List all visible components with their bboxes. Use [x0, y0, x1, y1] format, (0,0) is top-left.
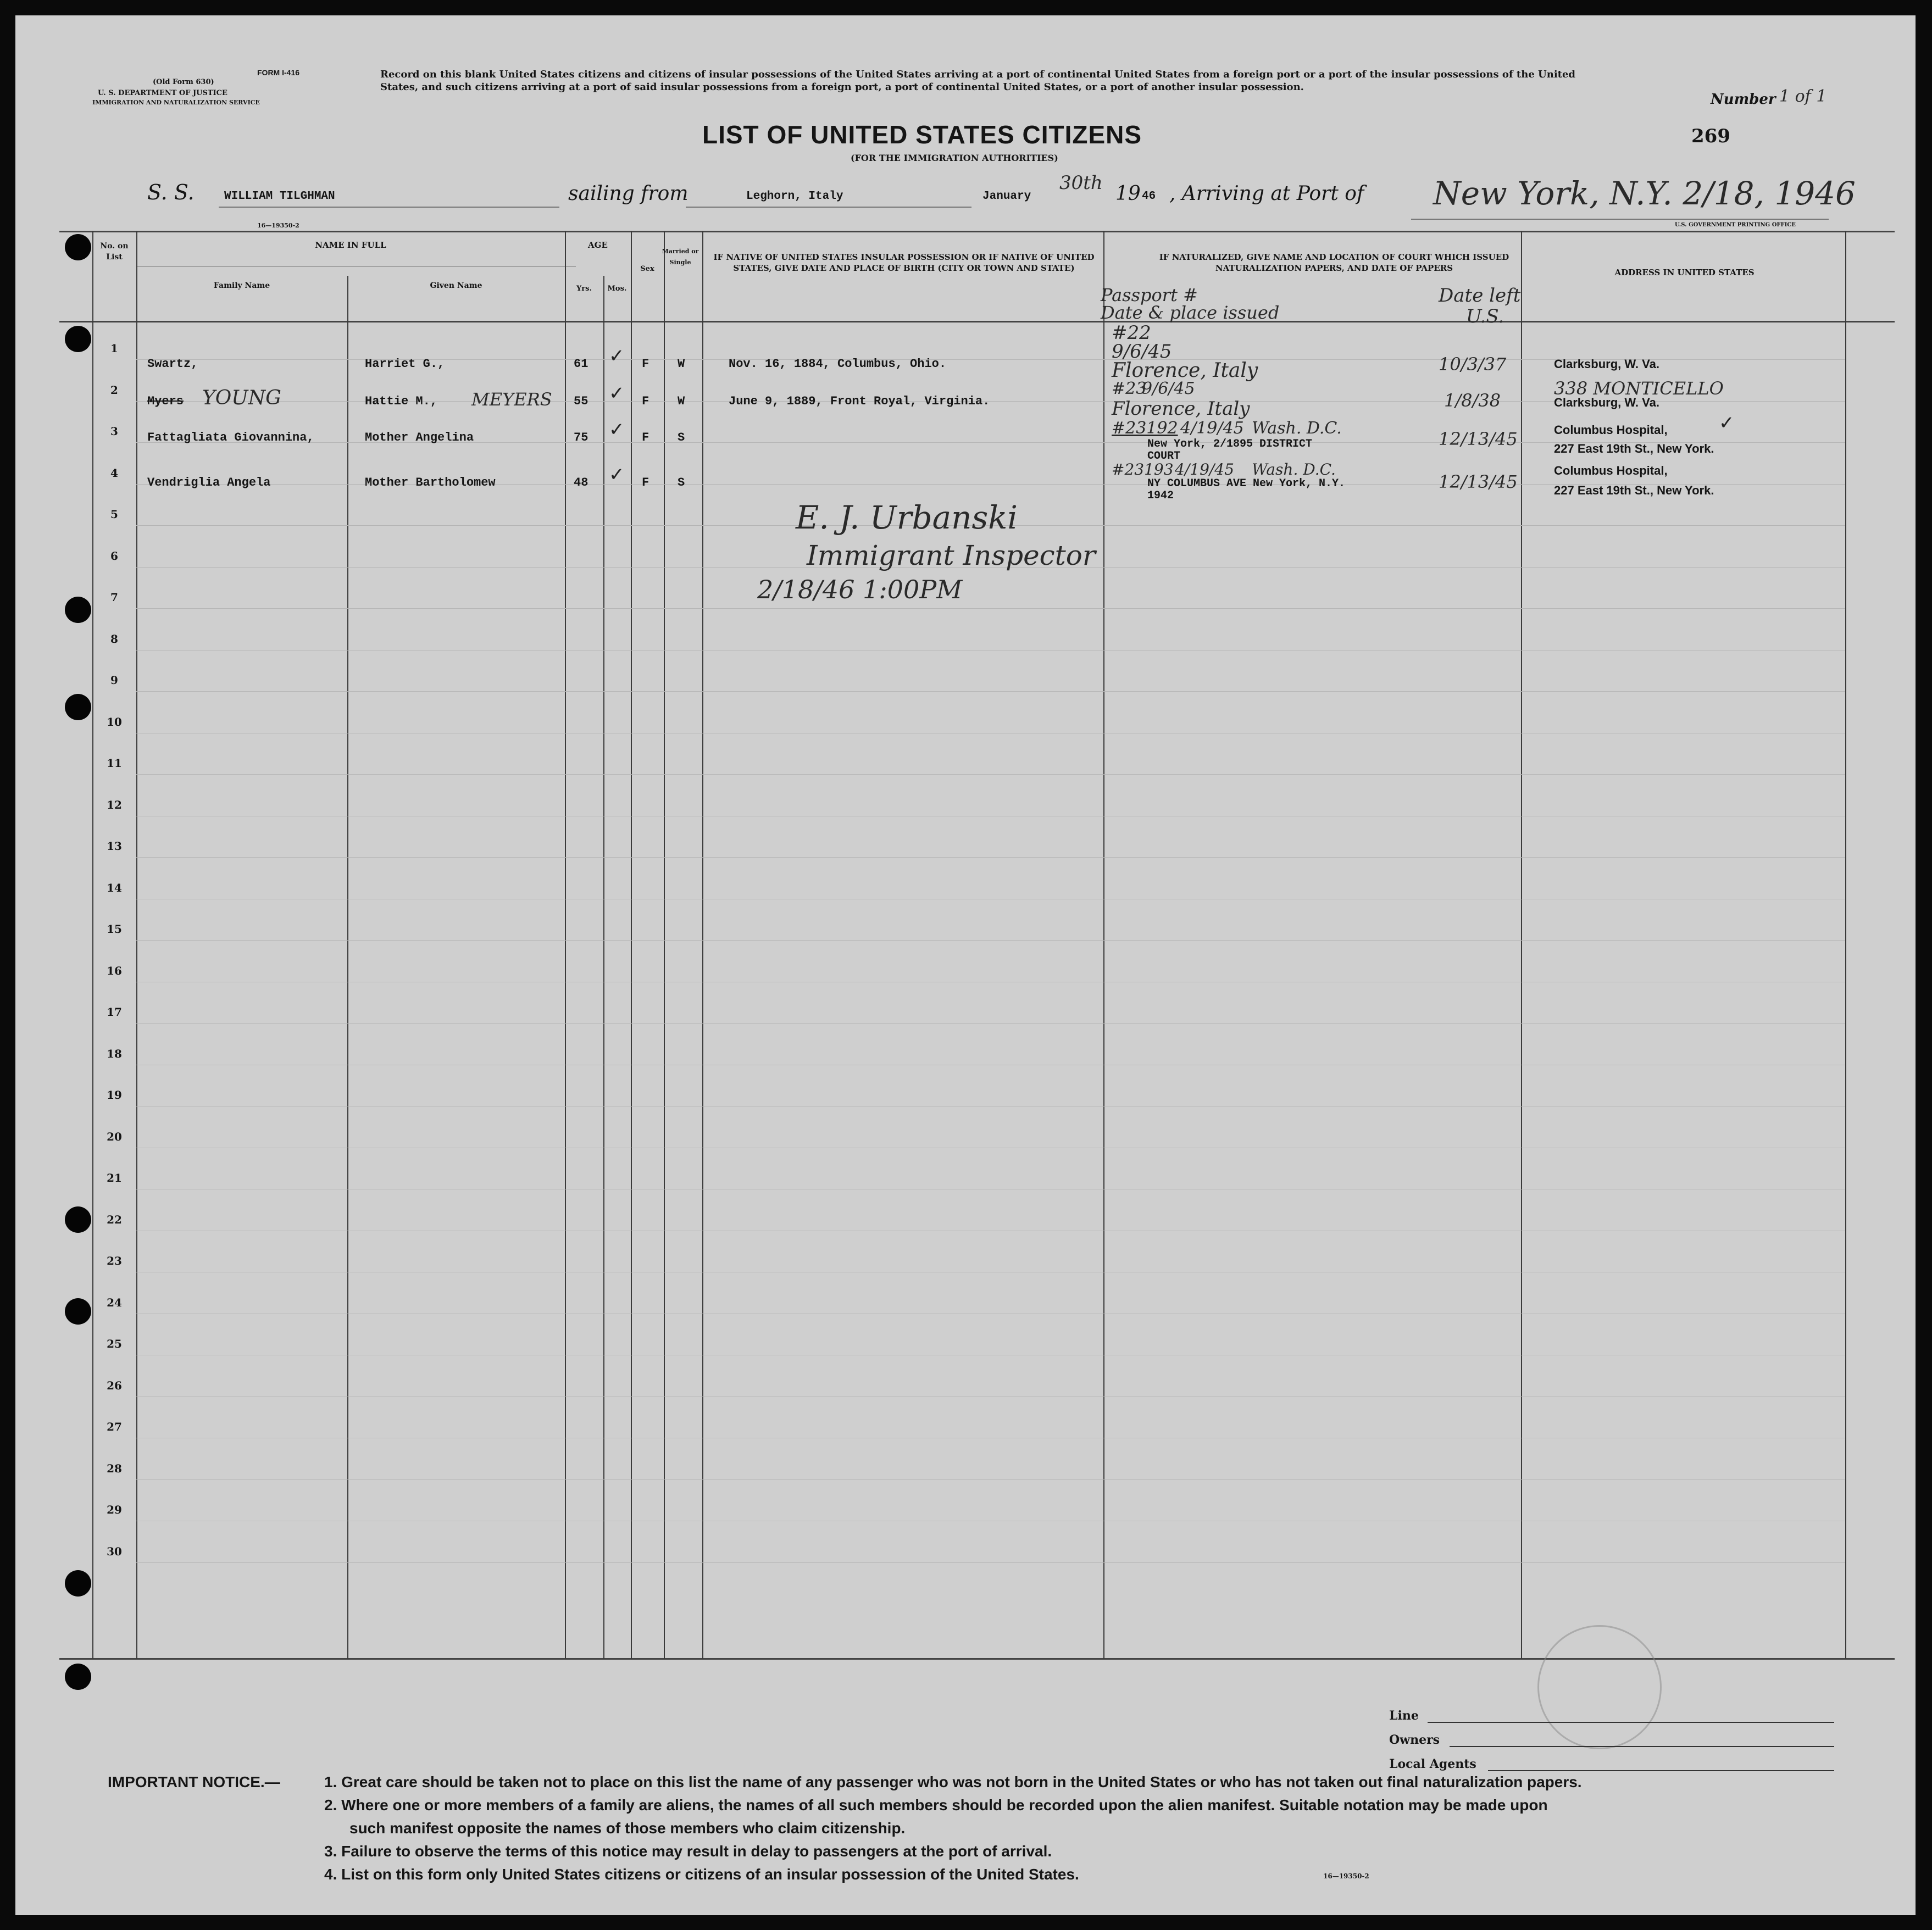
print-code-bottom: 16—19350-2: [1323, 1872, 1369, 1880]
hand-us: U.S.: [1466, 305, 1504, 327]
row-number: 5: [110, 508, 118, 521]
header-sex: Sex: [640, 265, 654, 273]
sex: F: [642, 431, 649, 444]
sex: F: [642, 476, 649, 490]
header-given-name: Given Name: [430, 281, 482, 290]
row-rule: [136, 691, 1845, 692]
punch-hole: [65, 234, 91, 260]
row-number: 12: [107, 798, 122, 811]
punch-hole: [65, 694, 91, 720]
passport-place: Florence, Italy: [1112, 398, 1250, 420]
passport-date: 4/19/45: [1180, 419, 1244, 438]
check-mark: ✓: [609, 419, 625, 441]
row-number: 9: [110, 674, 118, 687]
punch-hole: [65, 1298, 91, 1325]
row-number: 24: [107, 1296, 122, 1309]
header-no-on-list: No. on List: [100, 242, 129, 262]
sex: F: [642, 357, 649, 371]
page-title: LIST OF UNITED STATES CITIZENS: [702, 120, 1142, 149]
row-number: 23: [107, 1254, 122, 1267]
passport-date: 4/19/45: [1175, 460, 1234, 479]
list-number-label: Number: [1711, 91, 1776, 108]
form-instructions: Record on this blank United States citizens and citizens of insular possessions of the United States arriving at a port of continental United States from a foreign port or a port of the insular possessions of the United States, and such citizens arriving at a port of said insular possessions from a foreign port, a port of continental United States, or a port of another insular possession.: [380, 69, 1576, 93]
date-left-us: 10/3/37: [1439, 354, 1507, 375]
row-number: 19: [107, 1088, 122, 1102]
punch-hole: [65, 1206, 91, 1233]
port-stamp: [1537, 1625, 1662, 1749]
check-mark: ✓: [1719, 412, 1735, 434]
row-number: 25: [107, 1337, 122, 1350]
inspection-datetime: 2/18/46 1:00PM: [757, 575, 963, 604]
row-rule: [136, 774, 1845, 775]
address-hand: 338 MONTICELLO: [1554, 378, 1724, 399]
header-mos: Mos.: [607, 285, 627, 293]
birth-info: Nov. 16, 1884, Columbus, Ohio.: [729, 357, 947, 371]
header-birth: IF NATIVE OF UNITED STATES INSULAR POSSESSION OR IF NATIVE OF UNITED STATES, GIVE DATE AND PLACE OF BIRTH (CITY OR TOWN AND STATE): [713, 252, 1095, 273]
arriving-label: , Arriving at Port of: [1169, 182, 1364, 205]
row-number: 27: [107, 1420, 122, 1433]
passport-date: 9/6/45: [1112, 341, 1172, 363]
header-address: ADDRESS IN UNITED STATES: [1614, 268, 1755, 277]
marital-status: W: [678, 394, 685, 408]
age-years: 61: [574, 357, 589, 371]
age-years: 55: [574, 394, 589, 408]
row-number: 2: [110, 383, 118, 397]
row-number: 22: [107, 1213, 122, 1226]
header-name-in-full: NAME IN FULL: [315, 240, 386, 250]
address-line: Columbus Hospital,: [1554, 464, 1668, 477]
date-left-us: 12/13/45: [1439, 471, 1518, 492]
passport-place: Wash. D.C.: [1252, 460, 1336, 479]
age-years: 75: [574, 431, 589, 444]
punch-hole: [65, 597, 91, 623]
row-number: 18: [107, 1047, 122, 1060]
row-number: 1: [110, 342, 118, 355]
row-rule: [136, 857, 1845, 858]
address-line: Clarksburg, W. Va.: [1554, 396, 1659, 409]
row-number: 20: [107, 1130, 122, 1143]
sailing-from-label: sailing from: [568, 182, 689, 205]
address-line: Clarksburg, W. Va.: [1554, 357, 1659, 371]
gpo-mark: U.S. GOVERNMENT PRINTING OFFICE: [1675, 222, 1796, 228]
date-day: 30th: [1059, 172, 1103, 194]
local-agents-label: Local Agents: [1389, 1757, 1476, 1771]
row-number: 14: [107, 881, 122, 894]
notice-item: 1. Great care should be taken not to place on this list the name of any passenger who was not born in the United States or who has not taken out final naturalization papers.: [324, 1773, 1582, 1790]
age-years: 48: [574, 476, 589, 490]
page-subtitle: (FOR THE IMMIGRATION AUTHORITIES): [851, 153, 1058, 163]
notice-item: 4. List on this form only United States citizens or citizens of an insular possession of the United States.: [324, 1866, 1079, 1883]
year-prefix: 19: [1115, 182, 1141, 205]
header-family-name: Family Name: [213, 281, 270, 290]
hand-date-place: Date & place issued: [1101, 302, 1280, 323]
family-name-struck: Myers: [147, 394, 184, 408]
owners-signature-field[interactable]: [1450, 1746, 1834, 1747]
row-number: 13: [107, 839, 122, 853]
marital-status: S: [678, 431, 685, 444]
line-signature-field[interactable]: [1428, 1722, 1834, 1723]
row-number: 10: [107, 715, 122, 728]
family-name: Vendriglia Angela: [147, 476, 271, 490]
row-number: 15: [107, 922, 122, 936]
row-rule: [136, 940, 1845, 941]
year-suffix: 46: [1142, 190, 1156, 203]
ss-label: S. S.: [147, 180, 195, 204]
notice-label: IMPORTANT NOTICE.—: [108, 1773, 280, 1790]
notice-item: such manifest opposite the names of those members who claim citizenship.: [349, 1820, 906, 1837]
check-mark: ✓: [609, 382, 625, 404]
given-name: Hattie M.,: [365, 394, 438, 408]
given-name-hand: MEYERS: [471, 389, 552, 410]
address-line: 227 East 19th St., New York.: [1554, 483, 1714, 497]
passport-number: #22: [1112, 322, 1151, 344]
check-mark: ✓: [609, 464, 625, 486]
row-number: 28: [107, 1462, 122, 1475]
date-month: January: [982, 190, 1031, 203]
passport-place: Florence, Italy: [1112, 359, 1258, 382]
punch-hole: [65, 1570, 91, 1597]
row-number: 17: [107, 1005, 122, 1019]
sex: F: [642, 394, 649, 408]
row-rule: [136, 1023, 1845, 1024]
family-name: Swartz,: [147, 357, 198, 371]
given-name: Harriet G.,: [365, 357, 445, 371]
header-married-single: Married or Single: [662, 248, 699, 266]
marital-status: S: [678, 476, 685, 490]
naturalization-court: NY COLUMBUS AVE New York, N.Y. 1942: [1147, 477, 1346, 502]
print-code-top: 16—19350-2: [257, 222, 299, 229]
row-number: 4: [110, 466, 118, 480]
port-arrival: New York, N.Y. 2/18, 1946: [1433, 175, 1856, 212]
row-rule: [136, 1562, 1845, 1563]
inspector-title: Immigrant Inspector: [807, 539, 1096, 571]
row-number: 21: [107, 1171, 122, 1184]
family-name: Fattagliata Giovannina,: [147, 431, 314, 444]
punch-hole: [65, 326, 91, 352]
passport-number: #23: [1112, 379, 1147, 398]
row-number: 7: [110, 591, 118, 604]
given-name: Mother Angelina: [365, 431, 474, 444]
row-number: 30: [107, 1545, 122, 1558]
inspector-signature: E. J. Urbanski: [796, 499, 1018, 536]
row-number: 11: [107, 757, 122, 770]
address-line: Columbus Hospital,: [1554, 423, 1668, 437]
agency-department: U. S. DEPARTMENT OF JUSTICE: [98, 89, 227, 97]
date-left-us: 12/13/45: [1439, 429, 1518, 449]
row-number: 8: [110, 632, 118, 646]
port-from: Leghorn, Italy: [746, 190, 843, 203]
header-age: AGE: [588, 240, 608, 250]
address-line: 227 East 19th St., New York.: [1554, 442, 1714, 455]
row-rule: [136, 608, 1845, 609]
naturalization-court: New York, 2/1895 DISTRICT COURT: [1147, 438, 1313, 463]
hand-passport: Passport #: [1101, 285, 1198, 305]
family-name-corrected: YOUNG: [202, 387, 281, 409]
passport-number: #23192: [1112, 419, 1178, 438]
hand-date-left: Date left: [1439, 285, 1521, 307]
notice-item: 2. Where one or more members of a family are aliens, the names of all such members should be recorded upon the alien manifest. Suitable notation may be made upon: [324, 1796, 1548, 1814]
header-naturalized: IF NATURALIZED, GIVE NAME AND LOCATION OF COURT WHICH ISSUED NATURALIZATION PAPERS, AND DATE OF PAPERS: [1159, 252, 1509, 273]
check-mark: ✓: [609, 345, 625, 367]
punch-hole: [65, 1664, 91, 1690]
passport-date: 9/6/45: [1142, 379, 1195, 398]
marital-status: W: [678, 357, 685, 371]
row-number: 6: [110, 549, 118, 563]
line-label: Line: [1389, 1709, 1419, 1723]
agency-service: IMMIGRATION AND NATURALIZATION SERVICE: [92, 99, 260, 106]
ship-underline: [219, 207, 559, 208]
row-number: 16: [107, 964, 122, 977]
page-number: 269: [1691, 125, 1730, 147]
row-number: 29: [107, 1503, 122, 1516]
passport-number: #23193: [1112, 460, 1174, 479]
row-number: 26: [107, 1379, 122, 1392]
given-name: Mother Bartholomew: [365, 476, 496, 490]
owners-label: Owners: [1389, 1733, 1440, 1747]
form-code: FORM I-416: [257, 68, 300, 77]
notice-item: 3. Failure to observe the terms of this notice may result in delay to passengers at the port of arrival.: [324, 1843, 1052, 1860]
port-from-underline: [686, 207, 971, 208]
arrival-underline: [1411, 219, 1829, 220]
old-form-label: (Old Form 630): [153, 78, 214, 86]
ship-name: WILLIAM TILGHMAN: [224, 190, 335, 203]
manifest-sheet: [15, 15, 1916, 1915]
birth-info: June 9, 1889, Front Royal, Virginia.: [729, 394, 990, 408]
passport-place: Wash. D.C.: [1252, 419, 1342, 438]
date-left-us: 1/8/38: [1444, 390, 1501, 411]
header-yrs: Yrs.: [576, 285, 592, 293]
list-number-value: 1 of 1: [1779, 87, 1827, 106]
row-number: 3: [110, 425, 118, 438]
